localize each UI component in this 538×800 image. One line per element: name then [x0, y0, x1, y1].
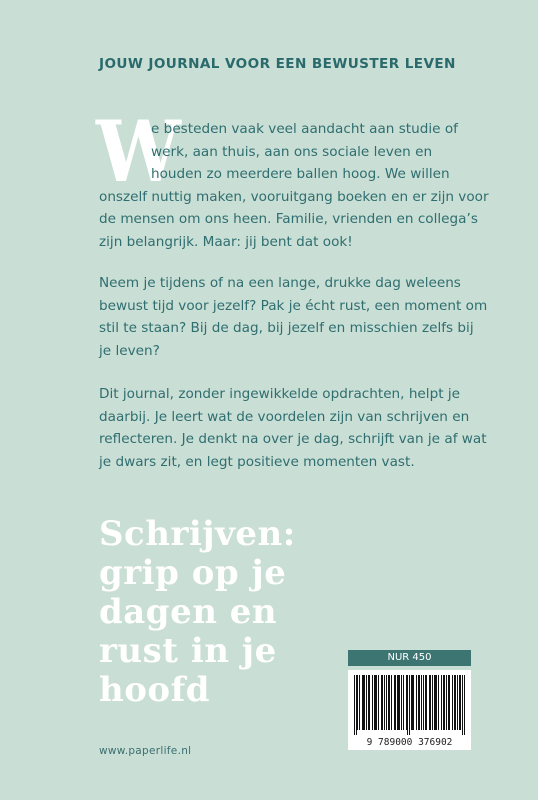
barcode [348, 670, 471, 750]
barcode-bar [362, 675, 363, 730]
tagline-line: grip op je [99, 553, 287, 593]
tagline-line: dagen en [99, 592, 278, 632]
barcode-bar [432, 675, 433, 730]
intro-line: de mensen om ons heen. Familie, vrienden en collega’s [99, 211, 478, 227]
barcode-bar [386, 675, 387, 730]
barcode-bar [395, 675, 396, 730]
barcode-bar [448, 675, 449, 730]
barcode-bar [409, 675, 410, 735]
second-paragraph [99, 272, 488, 362]
paragraph-line: bewust tijd voor jezelf? Pak je écht rust, een moment om [99, 297, 488, 314]
tagline-line: Schrijven: [99, 514, 296, 554]
barcode-bar [406, 675, 407, 730]
barcode-bar [425, 675, 426, 730]
paragraph-line: stil te staan? Bij de dag, bij jezelf en misschien zelfs bij [99, 320, 474, 336]
barcode-bar [460, 675, 461, 730]
barcode-bar [389, 675, 390, 730]
barcode-bar [464, 675, 465, 735]
barcode-bar [398, 675, 399, 730]
barcode-bar [376, 675, 377, 730]
barcode-bar [369, 675, 370, 730]
barcode-bar [435, 675, 436, 730]
paragraph-line: reflecteren. Je denkt na over je dag, schrijft van je af wat [99, 431, 487, 447]
barcode-bar [430, 675, 431, 730]
barcode-bar [368, 675, 369, 730]
barcode-bar [397, 675, 398, 730]
barcode-bar [418, 675, 419, 730]
barcode-bar [364, 675, 365, 730]
drop-cap-letter: W [96, 102, 176, 201]
barcode-bar [384, 675, 385, 730]
cover-heading: JOUW JOURNAL VOOR EEN BEWUSTER LEVEN [99, 56, 456, 72]
barcode-bar [462, 675, 463, 735]
tagline [99, 515, 296, 710]
barcode-bar [356, 675, 357, 735]
barcode-bar [436, 675, 437, 730]
barcode-block [348, 650, 471, 760]
intro-line: houden zo meerdere ballen hoog. We willen [151, 166, 450, 182]
barcode-bar [403, 675, 404, 730]
barcode-bar [366, 675, 367, 730]
website-link[interactable]: www.paperlife.nl [99, 745, 192, 757]
barcode-bar [421, 675, 422, 730]
barcode-bar [375, 675, 376, 730]
barcode-bar [434, 675, 435, 730]
tagline-line: hoofd [99, 670, 210, 710]
barcode-bar [443, 675, 444, 730]
intro-line: zijn belangrijk. Maar: jij bent dat ook! [99, 233, 353, 250]
barcode-bar [381, 675, 382, 730]
barcode-bar [412, 675, 413, 730]
third-paragraph [99, 383, 487, 473]
paragraph-line: Dit journal, zonder ingewikkelde opdrachten, helpt je [99, 386, 460, 402]
barcode-bar [411, 675, 412, 730]
ean-number: 9 789000 376902 [348, 737, 471, 748]
nur-code: NUR 450 [348, 650, 471, 666]
barcode-bar [426, 675, 427, 730]
barcode-bar [423, 675, 424, 730]
barcode-bar [354, 675, 355, 735]
barcode-bar [419, 675, 420, 730]
barcode-bar [449, 675, 450, 730]
barcode-bar [374, 675, 375, 730]
barcode-bar [455, 675, 456, 730]
barcode-bar [452, 675, 453, 730]
barcode-bar [363, 675, 364, 730]
barcode-bar [457, 675, 458, 730]
barcode-bar [441, 675, 442, 730]
tagline-line: rust in je [99, 631, 277, 671]
barcode-bar [394, 675, 395, 730]
barcode-bar [357, 675, 358, 730]
barcode-bar [446, 675, 447, 730]
barcode-bar [372, 675, 373, 730]
barcode-bar [429, 675, 430, 730]
barcode-bar [407, 675, 408, 735]
paragraph-line: je leven? [99, 342, 160, 359]
barcode-bar [401, 675, 402, 730]
barcode-bars [354, 675, 465, 735]
barcode-bar [413, 675, 414, 730]
barcode-bar [416, 675, 417, 730]
intro-paragraph [99, 118, 489, 253]
barcode-bar [378, 675, 379, 730]
barcode-bar [454, 675, 455, 730]
barcode-bar [399, 675, 400, 730]
barcode-bar [444, 675, 445, 730]
paragraph-line: Neem je tijdens of na een lange, drukke dag weleens [99, 275, 461, 291]
barcode-bar [388, 675, 389, 730]
intro-line: e besteden vaak veel aandacht aan studie of [151, 121, 458, 137]
intro-line: werk, aan thuis, aan ons sociale leven en [151, 143, 433, 160]
barcode-bar [382, 675, 383, 730]
barcode-bar [391, 675, 392, 730]
barcode-bar [359, 675, 360, 730]
barcode-bar [438, 675, 439, 730]
barcode-bar [459, 675, 460, 730]
intro-line: onszelf nuttig maken, vooruitgang boeken en er zijn voor [99, 188, 489, 205]
paragraph-line: je dwars zit, en legt positieve momenten vast. [99, 453, 415, 470]
paragraph-line: daarbij. Je leert wat de voordelen zijn van schrijven en [99, 408, 470, 425]
